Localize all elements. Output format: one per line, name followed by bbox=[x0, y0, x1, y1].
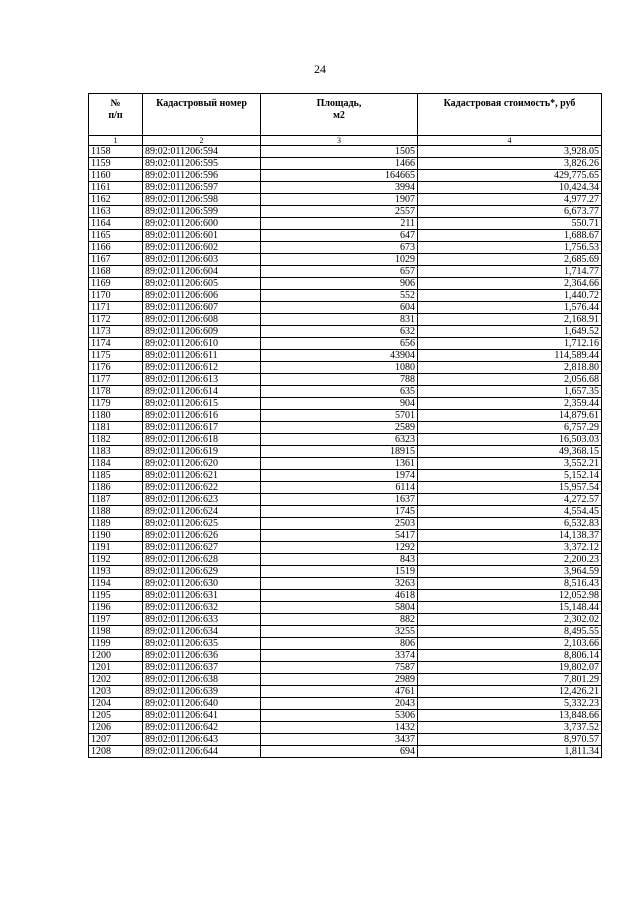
cadastral-number: 89:02:011206:643 bbox=[143, 734, 261, 746]
cadastral-cost: 12,426.21 bbox=[418, 686, 602, 698]
cadastral-number: 89:02:011206:625 bbox=[143, 518, 261, 530]
cadastral-number: 89:02:011206:607 bbox=[143, 302, 261, 314]
row-index: 1175 bbox=[89, 350, 143, 362]
table-row bbox=[89, 386, 602, 398]
area-value: 1519 bbox=[261, 566, 418, 578]
header-cadastral-number-label: Кадастровый номер bbox=[156, 98, 247, 109]
table-row bbox=[89, 290, 602, 302]
row-index: 1170 bbox=[89, 290, 143, 302]
table-row bbox=[89, 374, 602, 386]
cadastral-cost: 5,332.23 bbox=[418, 698, 602, 710]
cadastral-number: 89:02:011206:603 bbox=[143, 254, 261, 266]
row-index: 1160 bbox=[89, 170, 143, 182]
row-index: 1193 bbox=[89, 566, 143, 578]
cadastral-number: 89:02:011206:615 bbox=[143, 398, 261, 410]
header-area bbox=[261, 94, 418, 136]
table-row bbox=[89, 722, 602, 734]
row-index: 1177 bbox=[89, 374, 143, 386]
row-index: 1196 bbox=[89, 602, 143, 614]
row-index: 1159 bbox=[89, 158, 143, 170]
area-value: 5306 bbox=[261, 710, 418, 722]
cadastral-cost: 1,576.44 bbox=[418, 302, 602, 314]
cadastral-cost: 15,148.44 bbox=[418, 602, 602, 614]
cadastral-cost: 49,368.15 bbox=[418, 446, 602, 458]
table-row bbox=[89, 446, 602, 458]
area-value: 4618 bbox=[261, 590, 418, 602]
table-row bbox=[89, 494, 602, 506]
table-row bbox=[89, 542, 602, 554]
row-index: 1186 bbox=[89, 482, 143, 494]
area-value: 647 bbox=[261, 230, 418, 242]
row-index: 1184 bbox=[89, 458, 143, 470]
header-number-line1: № bbox=[110, 98, 121, 109]
cadastral-number: 89:02:011206:595 bbox=[143, 158, 261, 170]
table-row bbox=[89, 590, 602, 602]
cadastral-number: 89:02:011206:628 bbox=[143, 554, 261, 566]
cadastral-cost: 2,302.02 bbox=[418, 614, 602, 626]
table-row bbox=[89, 278, 602, 290]
header-area-line2: м2 bbox=[333, 110, 345, 121]
area-value: 882 bbox=[261, 614, 418, 626]
row-index: 1174 bbox=[89, 338, 143, 350]
table-row bbox=[89, 638, 602, 650]
row-index: 1185 bbox=[89, 470, 143, 482]
table-row bbox=[89, 158, 602, 170]
cadastral-number: 89:02:011206:600 bbox=[143, 218, 261, 230]
cadastral-number: 89:02:011206:621 bbox=[143, 470, 261, 482]
table-row bbox=[89, 266, 602, 278]
row-index: 1202 bbox=[89, 674, 143, 686]
cadastral-number: 89:02:011206:599 bbox=[143, 206, 261, 218]
cadastral-number: 89:02:011206:626 bbox=[143, 530, 261, 542]
cadastral-number: 89:02:011206:604 bbox=[143, 266, 261, 278]
row-index: 1198 bbox=[89, 626, 143, 638]
row-index: 1181 bbox=[89, 422, 143, 434]
area-value: 632 bbox=[261, 326, 418, 338]
table-row bbox=[89, 410, 602, 422]
row-index: 1182 bbox=[89, 434, 143, 446]
cadastral-cost: 2,364.66 bbox=[418, 278, 602, 290]
row-index: 1191 bbox=[89, 542, 143, 554]
area-value: 2589 bbox=[261, 422, 418, 434]
cadastral-number: 89:02:011206:639 bbox=[143, 686, 261, 698]
cadastral-cost: 12,052.98 bbox=[418, 590, 602, 602]
cadastral-cost: 2,200.23 bbox=[418, 554, 602, 566]
area-value: 1080 bbox=[261, 362, 418, 374]
cadastral-cost: 1,649.52 bbox=[418, 326, 602, 338]
table-row bbox=[89, 194, 602, 206]
row-index: 1204 bbox=[89, 698, 143, 710]
row-index: 1194 bbox=[89, 578, 143, 590]
table-row bbox=[89, 242, 602, 254]
row-index: 1205 bbox=[89, 710, 143, 722]
table-row bbox=[89, 338, 602, 350]
cadastral-cost: 19,802.07 bbox=[418, 662, 602, 674]
row-index: 1162 bbox=[89, 194, 143, 206]
table-row bbox=[89, 218, 602, 230]
row-index: 1195 bbox=[89, 590, 143, 602]
cadastral-number: 89:02:011206:630 bbox=[143, 578, 261, 590]
row-index: 1173 bbox=[89, 326, 143, 338]
cadastral-cost: 3,372.12 bbox=[418, 542, 602, 554]
area-value: 604 bbox=[261, 302, 418, 314]
cadastral-number: 89:02:011206:614 bbox=[143, 386, 261, 398]
cadastral-number: 89:02:011206:597 bbox=[143, 182, 261, 194]
header-row bbox=[89, 94, 602, 136]
area-value: 656 bbox=[261, 338, 418, 350]
table-row bbox=[89, 422, 602, 434]
header-area-line1: Площадь, bbox=[316, 98, 362, 109]
page-number: 24 bbox=[314, 62, 326, 76]
area-value: 4761 bbox=[261, 686, 418, 698]
area-value: 1637 bbox=[261, 494, 418, 506]
area-value: 3263 bbox=[261, 578, 418, 590]
table-header bbox=[89, 94, 602, 146]
row-index: 1197 bbox=[89, 614, 143, 626]
cadastral-number: 89:02:011206:611 bbox=[143, 350, 261, 362]
cadastral-number: 89:02:011206:631 bbox=[143, 590, 261, 602]
area-value: 1466 bbox=[261, 158, 418, 170]
table-row bbox=[89, 662, 602, 674]
table-row bbox=[89, 566, 602, 578]
cadastral-cost: 13,848.66 bbox=[418, 710, 602, 722]
cadastral-number: 89:02:011206:640 bbox=[143, 698, 261, 710]
cadastral-number: 89:02:011206:634 bbox=[143, 626, 261, 638]
row-index: 1163 bbox=[89, 206, 143, 218]
cadastral-number: 89:02:011206:613 bbox=[143, 374, 261, 386]
cadastral-table bbox=[88, 93, 602, 758]
table-row bbox=[89, 746, 602, 758]
row-index: 1188 bbox=[89, 506, 143, 518]
row-index: 1169 bbox=[89, 278, 143, 290]
row-index: 1172 bbox=[89, 314, 143, 326]
column-number-4: 4 bbox=[418, 136, 602, 146]
table-row bbox=[89, 326, 602, 338]
cadastral-number: 89:02:011206:617 bbox=[143, 422, 261, 434]
area-value: 906 bbox=[261, 278, 418, 290]
table-row bbox=[89, 350, 602, 362]
cadastral-cost: 3,737.52 bbox=[418, 722, 602, 734]
area-value: 1432 bbox=[261, 722, 418, 734]
row-index: 1176 bbox=[89, 362, 143, 374]
cadastral-cost: 1,714.77 bbox=[418, 266, 602, 278]
row-index: 1168 bbox=[89, 266, 143, 278]
row-index: 1165 bbox=[89, 230, 143, 242]
area-value: 1745 bbox=[261, 506, 418, 518]
cadastral-number: 89:02:011206:594 bbox=[143, 146, 261, 158]
cadastral-cost: 8,516.43 bbox=[418, 578, 602, 590]
area-value: 1907 bbox=[261, 194, 418, 206]
area-value: 3255 bbox=[261, 626, 418, 638]
area-value: 3437 bbox=[261, 734, 418, 746]
cadastral-cost: 1,811.34 bbox=[418, 746, 602, 758]
column-number-2: 2 bbox=[143, 136, 261, 146]
cadastral-number: 89:02:011206:612 bbox=[143, 362, 261, 374]
table-row bbox=[89, 146, 602, 158]
cadastral-number: 89:02:011206:644 bbox=[143, 746, 261, 758]
cadastral-cost: 5,152.14 bbox=[418, 470, 602, 482]
area-value: 694 bbox=[261, 746, 418, 758]
table-row bbox=[89, 458, 602, 470]
header-number-line2: п/п bbox=[108, 110, 123, 121]
area-value: 18915 bbox=[261, 446, 418, 458]
cadastral-number: 89:02:011206:596 bbox=[143, 170, 261, 182]
area-value: 806 bbox=[261, 638, 418, 650]
column-number-1: 1 bbox=[89, 136, 143, 146]
table-row bbox=[89, 206, 602, 218]
area-value: 1505 bbox=[261, 146, 418, 158]
table-row bbox=[89, 470, 602, 482]
cadastral-cost: 6,757.29 bbox=[418, 422, 602, 434]
row-index: 1187 bbox=[89, 494, 143, 506]
cadastral-number: 89:02:011206:616 bbox=[143, 410, 261, 422]
table-row bbox=[89, 434, 602, 446]
cadastral-cost: 2,818.80 bbox=[418, 362, 602, 374]
cadastral-number: 89:02:011206:642 bbox=[143, 722, 261, 734]
row-index: 1208 bbox=[89, 746, 143, 758]
area-value: 5804 bbox=[261, 602, 418, 614]
row-index: 1178 bbox=[89, 386, 143, 398]
cadastral-cost: 1,440.72 bbox=[418, 290, 602, 302]
cadastral-cost: 4,554.45 bbox=[418, 506, 602, 518]
cadastral-number: 89:02:011206:624 bbox=[143, 506, 261, 518]
table-row bbox=[89, 650, 602, 662]
cadastral-cost: 15,957.54 bbox=[418, 482, 602, 494]
cadastral-number: 89:02:011206:620 bbox=[143, 458, 261, 470]
area-value: 788 bbox=[261, 374, 418, 386]
header-number bbox=[89, 94, 143, 136]
cadastral-number: 89:02:011206:633 bbox=[143, 614, 261, 626]
row-index: 1161 bbox=[89, 182, 143, 194]
table-row bbox=[89, 578, 602, 590]
cadastral-number: 89:02:011206:627 bbox=[143, 542, 261, 554]
cadastral-cost: 429,775.65 bbox=[418, 170, 602, 182]
cadastral-cost: 8,495.55 bbox=[418, 626, 602, 638]
table-row bbox=[89, 398, 602, 410]
area-value: 904 bbox=[261, 398, 418, 410]
area-value: 673 bbox=[261, 242, 418, 254]
cadastral-number: 89:02:011206:610 bbox=[143, 338, 261, 350]
table-row bbox=[89, 518, 602, 530]
cadastral-cost: 7,801.29 bbox=[418, 674, 602, 686]
cadastral-cost: 8,970.57 bbox=[418, 734, 602, 746]
area-value: 1292 bbox=[261, 542, 418, 554]
cadastral-cost: 6,532.83 bbox=[418, 518, 602, 530]
table-row bbox=[89, 302, 602, 314]
table-row bbox=[89, 698, 602, 710]
area-value: 5417 bbox=[261, 530, 418, 542]
area-value: 6114 bbox=[261, 482, 418, 494]
area-value: 1029 bbox=[261, 254, 418, 266]
cadastral-number: 89:02:011206:606 bbox=[143, 290, 261, 302]
cadastral-cost: 550.71 bbox=[418, 218, 602, 230]
cadastral-number: 89:02:011206:638 bbox=[143, 674, 261, 686]
cadastral-number: 89:02:011206:623 bbox=[143, 494, 261, 506]
cadastral-number: 89:02:011206:636 bbox=[143, 650, 261, 662]
table-row bbox=[89, 734, 602, 746]
area-value: 2989 bbox=[261, 674, 418, 686]
cadastral-cost: 3,826.26 bbox=[418, 158, 602, 170]
area-value: 2557 bbox=[261, 206, 418, 218]
table-row bbox=[89, 554, 602, 566]
table-row bbox=[89, 602, 602, 614]
cadastral-number: 89:02:011206:609 bbox=[143, 326, 261, 338]
area-value: 552 bbox=[261, 290, 418, 302]
cadastral-cost: 3,552.21 bbox=[418, 458, 602, 470]
area-value: 211 bbox=[261, 218, 418, 230]
row-index: 1179 bbox=[89, 398, 143, 410]
table-row bbox=[89, 362, 602, 374]
cadastral-number: 89:02:011206:618 bbox=[143, 434, 261, 446]
cadastral-cost: 4,977.27 bbox=[418, 194, 602, 206]
row-index: 1201 bbox=[89, 662, 143, 674]
cadastral-number: 89:02:011206:641 bbox=[143, 710, 261, 722]
row-index: 1164 bbox=[89, 218, 143, 230]
cadastral-cost: 10,424.34 bbox=[418, 182, 602, 194]
row-index: 1166 bbox=[89, 242, 143, 254]
area-value: 6323 bbox=[261, 434, 418, 446]
table-row bbox=[89, 182, 602, 194]
table-row bbox=[89, 686, 602, 698]
cadastral-cost: 4,272.57 bbox=[418, 494, 602, 506]
area-value: 1974 bbox=[261, 470, 418, 482]
header-cadastral-number bbox=[143, 94, 261, 136]
row-index: 1189 bbox=[89, 518, 143, 530]
header-cadastral-cost-label: Кадастровая стоимость*, руб bbox=[443, 98, 576, 109]
cadastral-cost: 2,685.69 bbox=[418, 254, 602, 266]
cadastral-cost: 14,138.37 bbox=[418, 530, 602, 542]
column-number-3: 3 bbox=[261, 136, 418, 146]
row-index: 1206 bbox=[89, 722, 143, 734]
cadastral-cost: 1,688.67 bbox=[418, 230, 602, 242]
cadastral-number: 89:02:011206:632 bbox=[143, 602, 261, 614]
table-row bbox=[89, 626, 602, 638]
table-row bbox=[89, 674, 602, 686]
row-index: 1200 bbox=[89, 650, 143, 662]
table-body bbox=[89, 146, 602, 758]
cadastral-cost: 8,806.14 bbox=[418, 650, 602, 662]
area-value: 3994 bbox=[261, 182, 418, 194]
cadastral-cost: 1,756.53 bbox=[418, 242, 602, 254]
area-value: 635 bbox=[261, 386, 418, 398]
row-index: 1171 bbox=[89, 302, 143, 314]
cadastral-number: 89:02:011206:619 bbox=[143, 446, 261, 458]
area-value: 1361 bbox=[261, 458, 418, 470]
cadastral-number: 89:02:011206:622 bbox=[143, 482, 261, 494]
area-value: 5701 bbox=[261, 410, 418, 422]
table-row bbox=[89, 170, 602, 182]
cadastral-number: 89:02:011206:635 bbox=[143, 638, 261, 650]
row-index: 1190 bbox=[89, 530, 143, 542]
cadastral-cost: 2,168.91 bbox=[418, 314, 602, 326]
cadastral-cost: 1,712.16 bbox=[418, 338, 602, 350]
area-value: 2043 bbox=[261, 698, 418, 710]
column-number-row bbox=[89, 136, 602, 146]
cadastral-cost: 3,964.59 bbox=[418, 566, 602, 578]
row-index: 1180 bbox=[89, 410, 143, 422]
header-cadastral-cost bbox=[418, 94, 602, 136]
table-row bbox=[89, 314, 602, 326]
row-index: 1158 bbox=[89, 146, 143, 158]
area-value: 2503 bbox=[261, 518, 418, 530]
cadastral-cost: 16,503.03 bbox=[418, 434, 602, 446]
table-row bbox=[89, 506, 602, 518]
area-value: 43904 bbox=[261, 350, 418, 362]
row-index: 1192 bbox=[89, 554, 143, 566]
cadastral-number: 89:02:011206:608 bbox=[143, 314, 261, 326]
table-row bbox=[89, 614, 602, 626]
row-index: 1183 bbox=[89, 446, 143, 458]
row-index: 1199 bbox=[89, 638, 143, 650]
cadastral-number: 89:02:011206:601 bbox=[143, 230, 261, 242]
cadastral-cost: 6,673.77 bbox=[418, 206, 602, 218]
cadastral-number: 89:02:011206:602 bbox=[143, 242, 261, 254]
row-index: 1207 bbox=[89, 734, 143, 746]
area-value: 657 bbox=[261, 266, 418, 278]
cadastral-number: 89:02:011206:629 bbox=[143, 566, 261, 578]
cadastral-cost: 2,359.44 bbox=[418, 398, 602, 410]
cadastral-number: 89:02:011206:598 bbox=[143, 194, 261, 206]
row-index: 1203 bbox=[89, 686, 143, 698]
area-value: 831 bbox=[261, 314, 418, 326]
cadastral-number: 89:02:011206:605 bbox=[143, 278, 261, 290]
table-row bbox=[89, 230, 602, 242]
table-row bbox=[89, 530, 602, 542]
cadastral-number: 89:02:011206:637 bbox=[143, 662, 261, 674]
row-index: 1167 bbox=[89, 254, 143, 266]
cadastral-cost: 2,103.66 bbox=[418, 638, 602, 650]
area-value: 7587 bbox=[261, 662, 418, 674]
area-value: 843 bbox=[261, 554, 418, 566]
area-value: 164665 bbox=[261, 170, 418, 182]
table-row bbox=[89, 482, 602, 494]
cadastral-cost: 14,879.61 bbox=[418, 410, 602, 422]
cadastral-cost: 114,589.44 bbox=[418, 350, 602, 362]
area-value: 3374 bbox=[261, 650, 418, 662]
table-row bbox=[89, 710, 602, 722]
table-row bbox=[89, 254, 602, 266]
cadastral-cost: 1,657.35 bbox=[418, 386, 602, 398]
cadastral-cost: 3,928.05 bbox=[418, 146, 602, 158]
cadastral-cost: 2,056.68 bbox=[418, 374, 602, 386]
